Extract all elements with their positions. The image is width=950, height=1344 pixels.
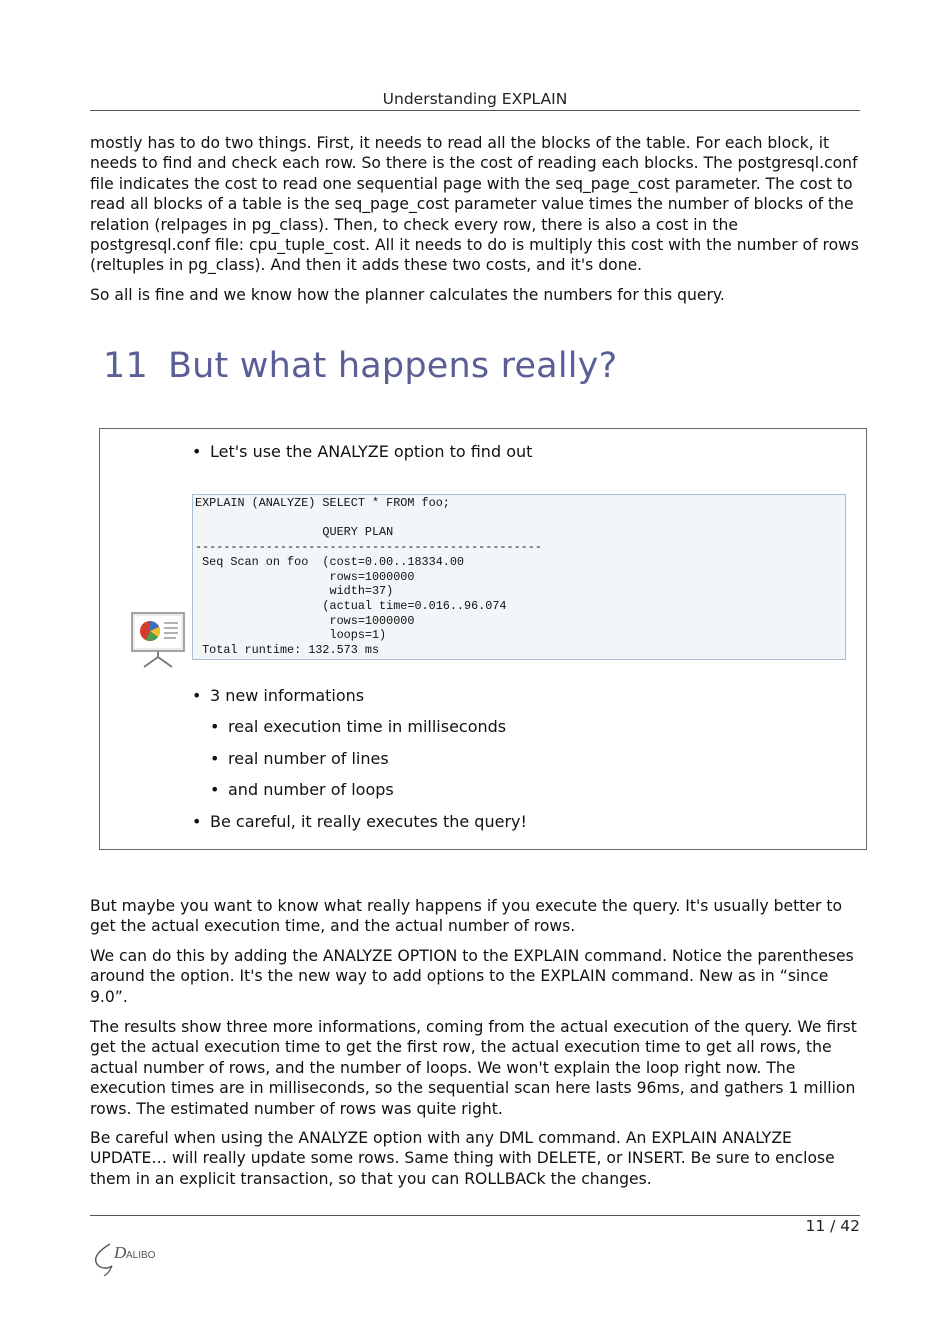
slide-sub-bullet: • real number of lines <box>210 749 389 768</box>
body-paragraph-1: But maybe you want to know what really happens if you execute the query. It's usually better to get the actual execution time, and the actual number of rows. <box>90 897 842 936</box>
dalibo-logo <box>90 1236 162 1276</box>
presentation-slide-icon <box>130 611 186 669</box>
bullet-text: 3 new informations <box>210 686 365 705</box>
slide-bullet: • Be careful, it really executes the query! <box>192 812 527 831</box>
sub-bullet-text: real execution time in milliseconds <box>228 717 507 736</box>
logo-text: ALIBO <box>126 1250 156 1261</box>
section-number: 11 <box>103 346 148 386</box>
intro-paragraph-2: So all is fine and we know how the planner calculates the numbers for this query. <box>90 286 725 304</box>
intro-paragraph-1: mostly has to do two things. First, it needs to read all the blocks of the table. For each block, it needs to find and check each row. So there is the cost of reading each blocks. The postgresql.conf file indicates the cost to read one sequential page with the seq_page_cost parameter. The cost to read all blocks of a table is the seq_page_cost parameter value times the number of blocks of the relation (relpages in pg_class). Then, to check every row, there is also a cost in the postgresql.conf file: cpu_tuple_cost. All it needs to do is multiply this cost with the number of rows (reltuples in pg_class). And then it adds these two costs, and it's done. <box>90 134 860 275</box>
explain-code-block: EXPLAIN (ANALYZE) SELECT * FROM foo; QUERY PLAN ------------------------------------------------- Seq Scan on foo (cost=0.00..18334.00 rows=1000000 width=37) (actual time=0.016..96.074 rows=1000000 loops=1) Total runtime: 132.573 ms <box>192 494 846 660</box>
slide-sub-bullet: • and number of loops <box>210 780 394 799</box>
page-footer <box>90 1215 860 1262</box>
bullet-text: Let's use the ANALYZE option to find out <box>210 442 533 461</box>
section-heading <box>103 344 617 388</box>
page-number: 11 / 42 <box>805 1217 860 1235</box>
bullet-text: Be careful, it really executes the query! <box>210 812 527 831</box>
logo-initial: D <box>114 1243 127 1262</box>
section-title: But what happens really? <box>167 346 618 386</box>
slide-bullet: • 3 new informations <box>192 686 365 705</box>
slide-sub-bullet: • real execution time in milliseconds <box>210 717 507 736</box>
header-title: Understanding EXPLAIN <box>382 90 568 108</box>
page-header <box>90 90 860 111</box>
body-paragraph-3: The results show three more informations, coming from the actual execution of the query. We first get the actual execution time to get the first row, the actual execution time to get all rows, the actual number of rows, and the number of loops. We won't explain the loop right now. The execution times are in milliseconds, so the sequential scan here lasts 96ms, and gathers 1 million rows. The estimated number of rows was quite right. <box>90 1018 857 1118</box>
sub-bullet-text: and number of loops <box>228 780 394 799</box>
body-paragraph-4: Be careful when using the ANALYZE option with any DML command. An EXPLAIN ANALYZE UPDATE… will really update some rows. Same thing with DELETE, or INSERT. Be sure to enclose them in an explicit transaction, so that you can ROLLBACk the changes. <box>90 1129 835 1188</box>
body-paragraph-2: We can do this by adding the ANALYZE OPTION to the EXPLAIN command. Notice the parentheses around the option. It's the new way to add options to the EXPLAIN command. New as in “since 9.0”. <box>90 947 854 1006</box>
slide-frame <box>99 428 867 850</box>
sub-bullet-text: real number of lines <box>228 749 389 768</box>
slide-bullet: • Let's use the ANALYZE option to find out <box>192 442 533 461</box>
